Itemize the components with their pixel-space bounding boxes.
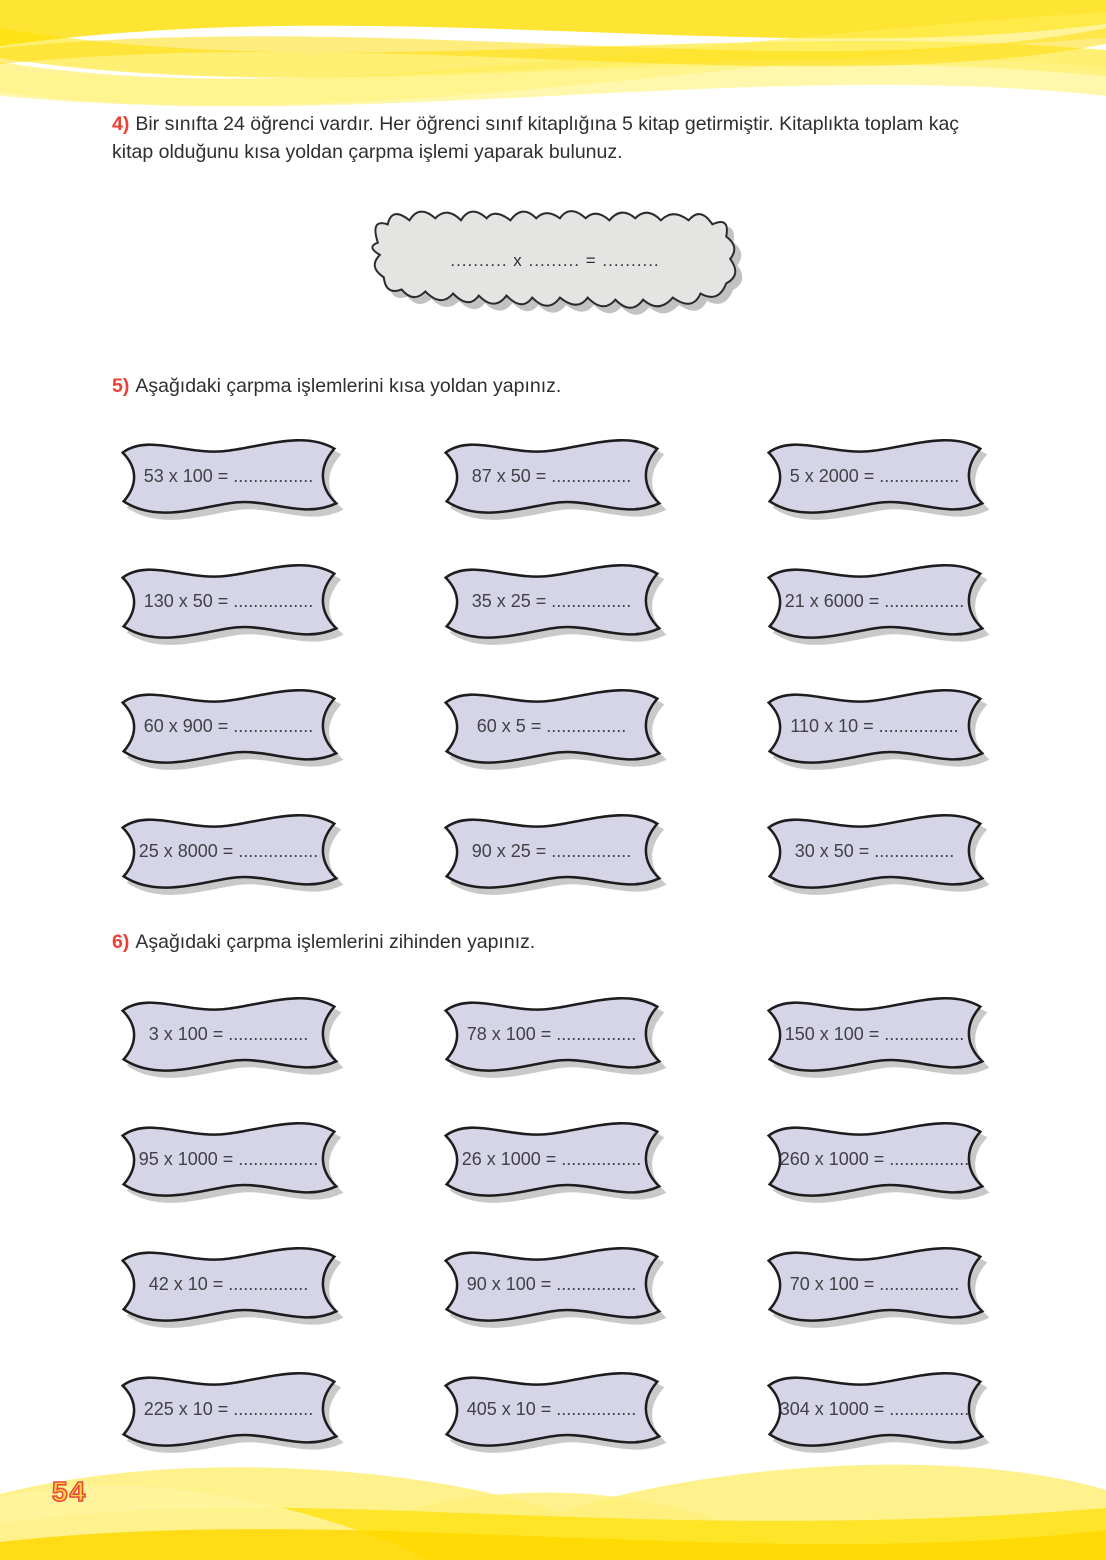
problem-banner bbox=[435, 561, 668, 641]
problem-banner bbox=[112, 1119, 345, 1199]
question-5-problems-grid bbox=[112, 436, 991, 891]
problem-text: 3 x 100 = ................ bbox=[148, 1024, 309, 1044]
problem-banner bbox=[435, 1119, 668, 1199]
problem-banner bbox=[435, 994, 668, 1074]
problem-text: 405 x 10 = ................ bbox=[466, 1399, 637, 1419]
problem-banner bbox=[112, 1244, 345, 1324]
problem-text: 95 x 1000 = ................ bbox=[138, 1149, 319, 1169]
problem-banner bbox=[758, 1119, 991, 1199]
problem-text: 60 x 900 = ................ bbox=[143, 716, 314, 736]
problem-text: 25 x 8000 = ................ bbox=[138, 841, 319, 861]
problem-text: 304 x 1000 = ................ bbox=[779, 1399, 970, 1419]
problem-text: 42 x 10 = ................ bbox=[148, 1274, 309, 1294]
problem-text: 150 x 100 = ................ bbox=[784, 1024, 965, 1044]
problem-text: 70 x 100 = ................ bbox=[789, 1274, 960, 1294]
question-5-number: 5) bbox=[112, 375, 130, 397]
problem-text: 60 x 5 = ................ bbox=[476, 716, 627, 736]
problem-banner bbox=[758, 561, 991, 641]
problem-banner bbox=[758, 1369, 991, 1449]
problem-banner bbox=[435, 686, 668, 766]
problem-text: 260 x 1000 = ................ bbox=[779, 1149, 970, 1169]
bottom-yellow-wave-band bbox=[0, 1440, 1106, 1560]
problem-banner bbox=[112, 561, 345, 641]
problem-banner bbox=[435, 1244, 668, 1324]
problem-text: 35 x 25 = ................ bbox=[471, 591, 632, 611]
problem-banner bbox=[758, 686, 991, 766]
problem-text: 225 x 10 = ................ bbox=[143, 1399, 314, 1419]
question-4-text: Bir sınıfta 24 öğrenci vardır. Her öğrenci sınıf kitaplığına 5 kitap getirmiştir. Kitaplıkta toplam kaç kitap olduğunu kısa yoldan çarpma işlemi yaparak bulunuz. bbox=[112, 113, 960, 164]
page-number: 54 bbox=[52, 1476, 88, 1507]
problem-banner bbox=[112, 811, 345, 891]
problem-banner bbox=[112, 686, 345, 766]
problem-text: 78 x 100 = ................ bbox=[466, 1024, 637, 1044]
problem-banner bbox=[435, 436, 668, 516]
problem-text: 26 x 1000 = ................ bbox=[461, 1149, 642, 1169]
problem-text: 110 x 10 = ................ bbox=[790, 716, 959, 736]
problem-text: 90 x 25 = ................ bbox=[471, 841, 632, 861]
problem-banner bbox=[112, 1369, 345, 1449]
problem-banner bbox=[758, 994, 991, 1074]
problem-text: 90 x 100 = ................ bbox=[466, 1274, 637, 1294]
problem-banner bbox=[112, 994, 345, 1074]
problem-text: 87 x 50 = ................ bbox=[471, 466, 632, 486]
problem-banner bbox=[435, 1369, 668, 1449]
top-yellow-wave-band bbox=[0, 0, 1106, 108]
question-5-text: Aşağıdaki çarpma işlemlerini kısa yoldan yapınız. bbox=[135, 375, 562, 397]
question-5 bbox=[112, 372, 912, 400]
problem-banner bbox=[758, 1244, 991, 1324]
problem-banner bbox=[758, 811, 991, 891]
question-6-number: 6) bbox=[112, 931, 130, 953]
question-6-problems-grid bbox=[112, 994, 991, 1449]
question-4-number: 4) bbox=[112, 113, 130, 135]
problem-banner bbox=[758, 436, 991, 516]
question-6-text: Aşağıdaki çarpma işlemlerini zihinden yapınız. bbox=[135, 931, 536, 953]
answer-blank-template: .......... x ......... = .......... bbox=[450, 251, 660, 270]
problem-text: 130 x 50 = ................ bbox=[143, 591, 314, 611]
answer-cloud bbox=[362, 202, 748, 324]
question-6 bbox=[112, 928, 912, 956]
question-4 bbox=[112, 110, 998, 167]
problem-text: 21 x 6000 = ................ bbox=[784, 591, 965, 611]
problem-banner bbox=[112, 436, 345, 516]
problem-text: 53 x 100 = ................ bbox=[143, 466, 314, 486]
problem-banner bbox=[435, 811, 668, 891]
problem-text: 30 x 50 = ................ bbox=[794, 841, 955, 861]
problem-text: 5 x 2000 = ................ bbox=[789, 466, 960, 486]
